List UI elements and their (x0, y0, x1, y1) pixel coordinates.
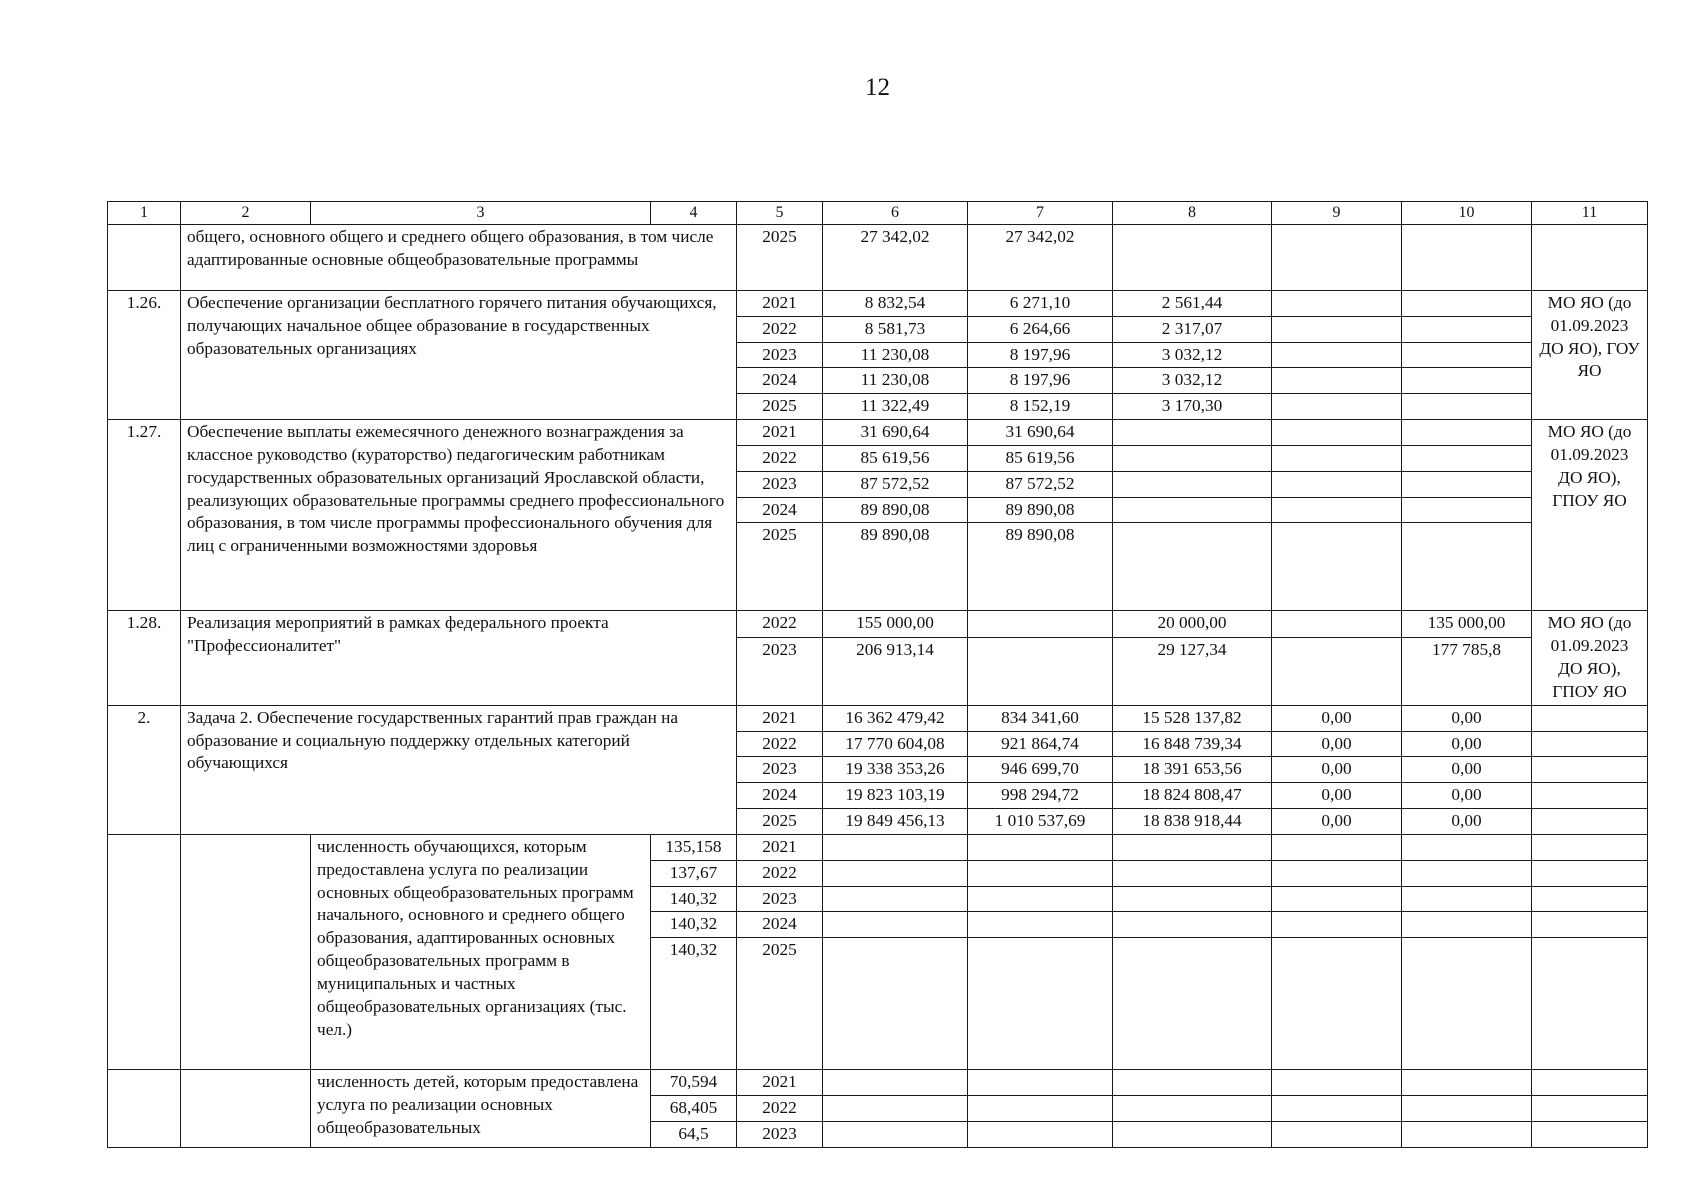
value-cell-8 (1113, 1121, 1272, 1147)
value-cell-9 (1272, 420, 1402, 446)
continued-text: общего, основного общего и среднего общего образования, в том числе адаптированные основные общеобразовательные программы (181, 225, 737, 291)
indicator-value: 70,594 (651, 1070, 737, 1096)
value-cell-8 (1113, 523, 1272, 611)
value-cell-9 (1272, 611, 1402, 638)
value-cell-7: 85 619,56 (968, 445, 1113, 471)
value-cell-9: 0,00 (1272, 809, 1402, 835)
value-cell-6 (823, 912, 968, 938)
value-cell-6: 206 913,14 (823, 637, 968, 705)
responsible-cell: МО ЯО (до 01.09.2023 ДО ЯО), ГПОУ ЯО (1532, 420, 1648, 611)
measure-text: Реализация мероприятий в рамках федерального проекта "Профессионалитет" (181, 611, 737, 705)
value-cell-6 (823, 886, 968, 912)
value-cell-7: 6 271,10 (968, 291, 1113, 317)
value-cell-9 (1272, 291, 1402, 317)
header-cell: 8 (1113, 202, 1272, 225)
value-cell-9: 0,00 (1272, 783, 1402, 809)
value-cell-6 (823, 834, 968, 860)
indicator-value: 140,32 (651, 886, 737, 912)
row-number-cell: 1.27. (108, 420, 181, 611)
value-cell-7 (968, 938, 1113, 1070)
value-cell-9 (1272, 886, 1402, 912)
value-cell-7: 834 341,60 (968, 705, 1113, 731)
value-cell-6: 19 849 456,13 (823, 809, 968, 835)
value-cell-9 (1272, 912, 1402, 938)
value-cell-10 (1402, 471, 1532, 497)
value-cell-8: 3 032,12 (1113, 342, 1272, 368)
value-cell-10: 0,00 (1402, 731, 1532, 757)
header-cell: 11 (1532, 202, 1648, 225)
table-row (108, 1070, 1648, 1096)
row-number-cell: 2. (108, 705, 181, 834)
header-cell: 6 (823, 202, 968, 225)
value-cell-9 (1272, 394, 1402, 420)
value-cell-7 (968, 637, 1113, 705)
row-number-cell: 1.28. (108, 611, 181, 705)
value-cell-10 (1402, 316, 1532, 342)
header-row (108, 202, 1648, 225)
value-cell-7: 31 690,64 (968, 420, 1113, 446)
indicator-value: 140,32 (651, 938, 737, 1070)
header-cell: 2 (181, 202, 311, 225)
year-cell: 2023 (737, 471, 823, 497)
header-cell: 4 (651, 202, 737, 225)
value-cell-6 (823, 1070, 968, 1096)
value-cell-9: 0,00 (1272, 705, 1402, 731)
value-cell-9 (1272, 316, 1402, 342)
value-cell-8 (1113, 1070, 1272, 1096)
value-cell-7 (968, 1070, 1113, 1096)
value-cell-10 (1402, 1121, 1532, 1147)
row-number-cell: 1.26. (108, 291, 181, 420)
table-row (108, 225, 1648, 291)
table-row (108, 291, 1648, 317)
value-cell-9: 0,00 (1272, 731, 1402, 757)
value-cell-10 (1402, 394, 1532, 420)
value-cell-6 (823, 938, 968, 1070)
value-cell-11 (1532, 1070, 1648, 1096)
value-cell-6: 8 832,54 (823, 291, 968, 317)
value-cell-8: 16 848 739,34 (1113, 731, 1272, 757)
value-cell-7: 8 197,96 (968, 368, 1113, 394)
table-body (108, 202, 1648, 1148)
value-cell-10: 0,00 (1402, 809, 1532, 835)
page-number: 12 (865, 74, 890, 101)
value-cell-10: 177 785,8 (1402, 637, 1532, 705)
value-cell-6: 19 823 103,19 (823, 783, 968, 809)
value-cell-7: 1 010 537,69 (968, 809, 1113, 835)
table-row (108, 611, 1648, 638)
header-cell: 5 (737, 202, 823, 225)
value-cell-7 (968, 886, 1113, 912)
responsible-cell (1532, 809, 1648, 835)
value-cell-8 (1113, 834, 1272, 860)
value-cell-9 (1272, 834, 1402, 860)
measure-text: Обеспечение выплаты ежемесячного денежного вознаграждения за классное руководство (кураторство) педагогическим работникам государственных образовательных организаций Ярославской области, реализующих образовательные программы среднего профессионального образования, в том числе программы профессионального обучения для лиц с ограниченными возможностями здоровья (181, 420, 737, 611)
value-cell-8 (1113, 1096, 1272, 1122)
value-cell-6: 11 230,08 (823, 342, 968, 368)
value-cell-7 (968, 860, 1113, 886)
value-cell-9 (1272, 637, 1402, 705)
value-cell-7 (968, 1121, 1113, 1147)
year-cell: 2021 (737, 291, 823, 317)
value-cell-10 (1402, 497, 1532, 523)
header-cell: 3 (311, 202, 651, 225)
year-cell: 2025 (737, 225, 823, 291)
value-cell-7: 998 294,72 (968, 783, 1113, 809)
indicator-value: 135,158 (651, 834, 737, 860)
indicator-value: 68,405 (651, 1096, 737, 1122)
value-cell-11 (1532, 834, 1648, 860)
value-cell-8 (1113, 471, 1272, 497)
responsible-cell (1532, 225, 1648, 291)
value-cell-10: 135 000,00 (1402, 611, 1532, 638)
value-cell-11 (1532, 886, 1648, 912)
responsible-cell: МО ЯО (до 01.09.2023 ДО ЯО), ГОУ ЯО (1532, 291, 1648, 420)
indicator-text: численность обучающихся, которым предоставлена услуга по реализации основных общеобразовательных программ начального, основного и среднего общего образования, адаптированных основных общеобразовательных программ в муниципальных и частных общеобразовательных организациях (тыс. чел.) (311, 834, 651, 1069)
year-cell: 2023 (737, 1121, 823, 1147)
value-cell-8 (1113, 912, 1272, 938)
year-cell: 2022 (737, 316, 823, 342)
value-cell-8 (1113, 886, 1272, 912)
value-cell-8 (1113, 938, 1272, 1070)
value-cell-9 (1272, 225, 1402, 291)
year-cell: 2024 (737, 783, 823, 809)
value-cell-9 (1272, 368, 1402, 394)
header-cell: 9 (1272, 202, 1402, 225)
value-cell-9 (1272, 445, 1402, 471)
value-cell-9 (1272, 342, 1402, 368)
value-cell-11 (1532, 1121, 1648, 1147)
table-row (108, 705, 1648, 731)
value-cell-7: 8 197,96 (968, 342, 1113, 368)
year-cell: 2022 (737, 445, 823, 471)
row-number-cell (108, 834, 181, 1069)
year-cell: 2025 (737, 394, 823, 420)
header-cell: 1 (108, 202, 181, 225)
program-table (107, 201, 1648, 1148)
value-cell-11 (1532, 860, 1648, 886)
value-cell-6: 11 322,49 (823, 394, 968, 420)
value-cell-8 (1113, 225, 1272, 291)
value-cell-9 (1272, 497, 1402, 523)
year-cell: 2022 (737, 731, 823, 757)
value-cell-7: 89 890,08 (968, 497, 1113, 523)
value-cell-6: 16 362 479,42 (823, 705, 968, 731)
value-cell-11 (1532, 1096, 1648, 1122)
value-cell-6: 85 619,56 (823, 445, 968, 471)
value-cell-6: 155 000,00 (823, 611, 968, 638)
value-cell-10 (1402, 886, 1532, 912)
value-cell-6 (823, 1096, 968, 1122)
year-cell: 2025 (737, 809, 823, 835)
value-cell-7 (968, 834, 1113, 860)
value-cell-9 (1272, 1121, 1402, 1147)
value-cell-8 (1113, 860, 1272, 886)
year-cell: 2024 (737, 368, 823, 394)
value-cell-11 (1532, 912, 1648, 938)
header-cell: 7 (968, 202, 1113, 225)
indicator-value: 137,67 (651, 860, 737, 886)
value-cell-6: 31 690,64 (823, 420, 968, 446)
measure-text: Обеспечение организации бесплатного горячего питания обучающихся, получающих начальное общее образование в государственных образовательных организациях (181, 291, 737, 420)
value-cell-7: 87 572,52 (968, 471, 1113, 497)
year-cell: 2022 (737, 1096, 823, 1122)
value-cell-9: 0,00 (1272, 757, 1402, 783)
value-cell-7 (968, 611, 1113, 638)
responsible-cell (1532, 783, 1648, 809)
value-cell-7: 89 890,08 (968, 523, 1113, 611)
value-cell-10: 0,00 (1402, 757, 1532, 783)
indicator-value: 140,32 (651, 912, 737, 938)
year-cell: 2024 (737, 497, 823, 523)
value-cell-8: 18 824 808,47 (1113, 783, 1272, 809)
value-cell-6: 17 770 604,08 (823, 731, 968, 757)
empty-cell (181, 834, 311, 1069)
value-cell-8 (1113, 420, 1272, 446)
value-cell-11 (1532, 938, 1648, 1070)
value-cell-7 (968, 912, 1113, 938)
value-cell-9 (1272, 1070, 1402, 1096)
value-cell-10 (1402, 368, 1532, 394)
value-cell-8: 29 127,34 (1113, 637, 1272, 705)
value-cell-10: 0,00 (1402, 783, 1532, 809)
value-cell-10 (1402, 225, 1532, 291)
year-cell: 2024 (737, 912, 823, 938)
value-cell-8 (1113, 445, 1272, 471)
value-cell-10 (1402, 938, 1532, 1070)
value-cell-6: 27 342,02 (823, 225, 968, 291)
year-cell: 2021 (737, 705, 823, 731)
table-row (108, 420, 1648, 446)
responsible-cell (1532, 731, 1648, 757)
value-cell-8: 2 561,44 (1113, 291, 1272, 317)
value-cell-6: 87 572,52 (823, 471, 968, 497)
year-cell: 2025 (737, 523, 823, 611)
value-cell-10 (1402, 912, 1532, 938)
indicator-value: 64,5 (651, 1121, 737, 1147)
value-cell-8: 18 391 653,56 (1113, 757, 1272, 783)
value-cell-8: 2 317,07 (1113, 316, 1272, 342)
value-cell-9 (1272, 1096, 1402, 1122)
row-number-cell (108, 225, 181, 291)
responsible-cell (1532, 757, 1648, 783)
value-cell-6: 19 338 353,26 (823, 757, 968, 783)
value-cell-8: 3 170,30 (1113, 394, 1272, 420)
value-cell-8: 15 528 137,82 (1113, 705, 1272, 731)
value-cell-8: 3 032,12 (1113, 368, 1272, 394)
year-cell: 2021 (737, 1070, 823, 1096)
value-cell-7: 27 342,02 (968, 225, 1113, 291)
value-cell-6: 89 890,08 (823, 523, 968, 611)
value-cell-8: 20 000,00 (1113, 611, 1272, 638)
value-cell-10 (1402, 291, 1532, 317)
year-cell: 2022 (737, 860, 823, 886)
value-cell-6 (823, 1121, 968, 1147)
value-cell-8: 18 838 918,44 (1113, 809, 1272, 835)
value-cell-6: 8 581,73 (823, 316, 968, 342)
value-cell-8 (1113, 497, 1272, 523)
value-cell-10 (1402, 860, 1532, 886)
value-cell-6: 11 230,08 (823, 368, 968, 394)
value-cell-10 (1402, 523, 1532, 611)
year-cell: 2021 (737, 420, 823, 446)
value-cell-9 (1272, 471, 1402, 497)
value-cell-10: 0,00 (1402, 705, 1532, 731)
value-cell-10 (1402, 834, 1532, 860)
value-cell-7: 946 699,70 (968, 757, 1113, 783)
value-cell-7: 6 264,66 (968, 316, 1113, 342)
value-cell-9 (1272, 860, 1402, 886)
indicator-text: численность детей, которым предоставлена услуга по реализации основных общеобразовательных (311, 1070, 651, 1147)
value-cell-10 (1402, 420, 1532, 446)
responsible-cell: МО ЯО (до 01.09.2023 ДО ЯО), ГПОУ ЯО (1532, 611, 1648, 705)
value-cell-9 (1272, 938, 1402, 1070)
value-cell-7: 921 864,74 (968, 731, 1113, 757)
header-cell: 10 (1402, 202, 1532, 225)
year-cell: 2023 (737, 757, 823, 783)
value-cell-6 (823, 860, 968, 886)
year-cell: 2023 (737, 342, 823, 368)
value-cell-10 (1402, 445, 1532, 471)
value-cell-7: 8 152,19 (968, 394, 1113, 420)
responsible-cell (1532, 705, 1648, 731)
year-cell: 2023 (737, 637, 823, 705)
row-number-cell (108, 1070, 181, 1147)
value-cell-10 (1402, 1096, 1532, 1122)
value-cell-10 (1402, 342, 1532, 368)
empty-cell (181, 1070, 311, 1147)
year-cell: 2021 (737, 834, 823, 860)
value-cell-6: 89 890,08 (823, 497, 968, 523)
measure-text: Задача 2. Обеспечение государственных гарантий прав граждан на образование и социальную поддержку отдельных категорий обучающихся (181, 705, 737, 834)
year-cell: 2023 (737, 886, 823, 912)
table-row (108, 834, 1648, 860)
value-cell-7 (968, 1096, 1113, 1122)
value-cell-10 (1402, 1070, 1532, 1096)
value-cell-9 (1272, 523, 1402, 611)
year-cell: 2022 (737, 611, 823, 638)
year-cell: 2025 (737, 938, 823, 1070)
